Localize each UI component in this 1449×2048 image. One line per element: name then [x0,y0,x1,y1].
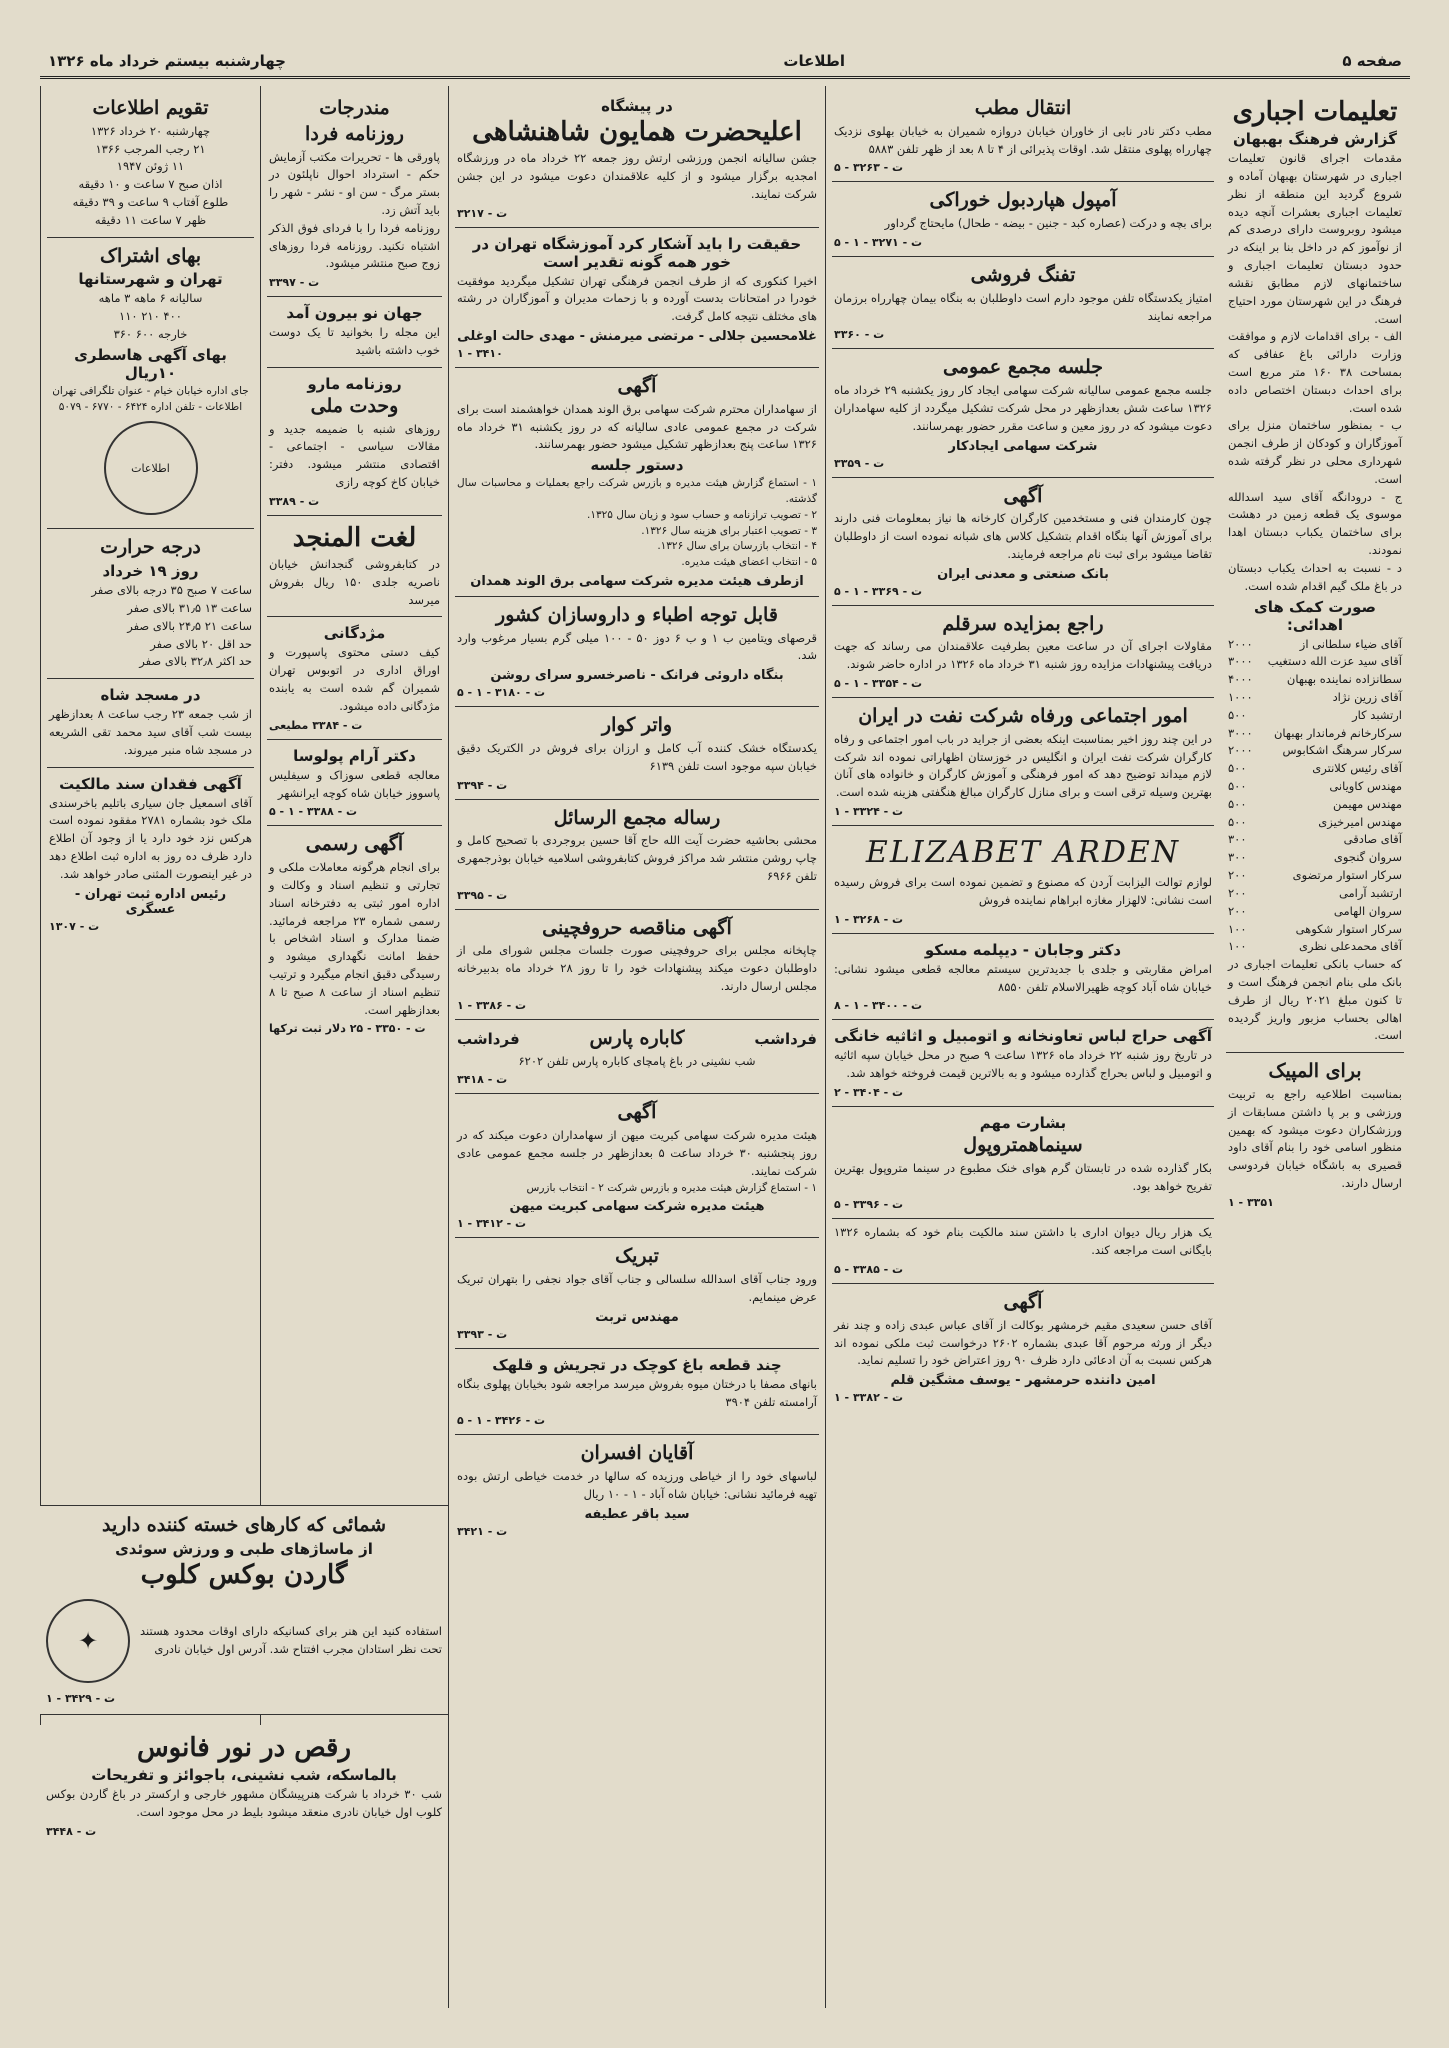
auction-title: راجع بمزایده سرقلم [942,612,1104,635]
pharmacy-title: قابل توجه اطباء و داروسازان کشور [496,603,778,626]
ampoule-code: ت - ۳۲۷۱ - ۱ - ۵ [834,235,923,249]
ad-match-company [455,1094,819,1238]
contents-sub: روزنامه فردا [305,122,404,145]
truth-code: ۱ - ۳۴۱۰ [457,347,503,361]
alvand-signature: ازطرف هیئت مدیره شرکت سهامی برق الوند همدان [470,573,804,589]
ad-pharmacy [455,597,819,707]
tidings-code: ت - ۳۳۸۴ مطیعی [269,718,363,732]
truth-title: حقیقت را باید آشکار کرد آموزشگاه تهران در خور همه گونه تقدیر است [472,234,802,271]
tract-code: ت - ۳۳۹۵ [457,888,508,902]
column-education [1220,86,1410,2008]
congrats-signature: مهندس تربت [595,1309,679,1325]
loss-body: آقای اسمعیل جان سیاری باتلیم باخرسندی ملک خود بشماره ۲۷۸۱ مفقود نموده است هرکس نزد خود دارد یا از وجود آن اطلاع دارد ظرف ده روز به اداره ثبت اطلاع دهد در غیر اینصورت المثنی صادر خواهد شد. [49,795,252,881]
ad-reward [267,617,442,739]
weather-row: حد اقل ۲۰ بالای صفر [150,636,252,651]
cabaret-right-label: فرداشب [457,1029,520,1048]
agenda-item: ۳ - تصویب اعتبار برای هزینه سال ۱۳۲۶. [641,524,817,537]
clinic-move-body: مطب دکتر نادر نابی از خاوران خیابان دروازه شمیران به خیابان بهلوی نزدیک چهارراه پهلوی منتقل شد. اوقات پذیرائی از ۴ تا ۸ بعد از ظهر تلفن ۵۸۸۳ [834,123,1212,156]
alvand-title: آگهی [617,375,657,398]
calendar-box [47,90,254,238]
donation-amount: ۵۰۰ [1228,761,1247,776]
agenda-title: دستور جلسه [590,456,684,475]
tidings-body: کیف دستی محتوی پاسپورت و اوراق اداری در اتوبوس تهران شمیران گم شده است به یابنده مژدگانی داده میشود. [269,645,440,713]
weather-row: حد اکثر ۳۲٫۸ بالای صفر [139,654,252,669]
dance-code: ت - ۳۴۴۸ [46,1824,97,1838]
doctor-body: امراض مقاربتی و جلدی با جدیدترین سیستم معالجه قطعی میشود نشانی: خیابان شاه آباد کوچه ظهیرالاسلام تلفن ۸۵۵۰ [834,961,1212,994]
ad-elizabeth-arden [832,826,1214,934]
donor-name: ارتشبد آرامی [1338,885,1402,900]
contents-box [267,90,442,297]
dict-body: در کتابفروشی گنجدانش خیابان ناصریه جلدی ۱۵۰ ریال بفروش میرسد [269,557,440,607]
gun-code: ت - ۳۳۶۰ [834,328,885,342]
donation-row [1228,903,1402,921]
vacuum-title: واتر کوار [601,714,673,737]
donation-row [1228,725,1402,743]
masthead [40,46,1410,79]
article-court [455,90,819,228]
subscription-sub: تهران و شهرستانها [78,270,223,289]
tract-body: محشی بحاشیه حضرت آیت الله حاج آقا حسین بروجردی با تصحیح کامل و چاپ روشن منتشر شد مراکز فروش کتابفروشی اسلامیه خیابان بوذرجمهری تلفن ۶۹۶۶ [457,833,817,883]
education-section-b: ب - بمنظور ساختمان منزل برای آموزگاران و کودکان از طرف انجمن شهرداری محلی در نظر گرفته شده است. [1228,418,1402,486]
calendar-line: طلوع آفتاب ۹ ساعت و ۳۹ دقیقه [72,195,229,209]
notice2-body: آقای حسن سعیدی مقیم خرمشهر بوکالت از آقای عباس عبدی زاده و چند نفر دیگر از ورثه مرحوم آقا عبدی بشماره ۲۶۰۲ درخواست ثبت ملکی نموده اند هرکس نسبت به آن ادعائی دارد ظرف ۹۰ روز اعتراض خود را تسلیم نماید. [834,1317,1212,1368]
dr-body: معالجه قطعی سوزاک و سیفلیس پاسووز خیابان شاه کوچه ایرانشهر [269,767,440,800]
oil-body: در این چند روز اخیر بمناسبت اینکه بعضی از جراید در باب امور اجتماعی و رفاه کارگران شرکت نفت ایران و انگلیس در خوزستان اظهاراتی نموده اند شرکت لازم میداند توضیح دهد که امور فرهنگی و آموزش کارگران و خانواده های آنان بهترین وسیله ترقی است و برای منازل کارگران مبالغ هنگفتی هزینه شده است. [834,731,1212,800]
ad-tender [455,910,819,1020]
ad-dr-aram [267,740,442,827]
donation-amount: ۲۰۰ [1228,903,1247,918]
ampoule-body: برای بچه و درکت (عصاره کبد - جنین - بیضه - طحال) مایحتاج گرداور [884,216,1212,231]
weekly-title: روزنامه مارو [307,374,402,393]
truth-body: اخیرا کنکوری که از طرف انجمن فرهنگی تهران تشکیل میگردید موفقیت خودرا در امتحانات بدست آورده و با زحمات مدیران و آموزگاران در رشته های مختلف نتیجه کامل گرفت. [457,273,817,324]
donor-name: سطانزاده نماینده بهبهان [1286,672,1402,687]
land-title: چند قطعه باغ کوچک در تجریش و قلهک [492,1355,782,1374]
tender-title: آگهی مناقصه حروفچینی [542,916,732,939]
issue-date: چهارشنبه بیستم خرداد ماه ۱۳۲۶ [48,52,286,70]
notice1-signature: بانک صنعتی و معدنی ایران [937,566,1109,582]
weather-row: ساعت ۲۱ ۲۴٫۵ بالای صفر [127,618,252,633]
notice3-body: هیئت مدیره شرکت سهامی کبریت میهن از سهامداران دعوت میکند که در روز پنجشنبه ۳۰ خرداد ساعت ۵ بعدازظهر در جلسه مجمع عمومی عادی شرکت نمایند. [457,1128,818,1178]
agenda-item: ۵ - انتخاب اعضای هیئت مدیره. [681,556,817,568]
notice3-code: ت - ۳۴۱۲ - ۱ [457,1217,527,1231]
column-ads-center [448,86,825,2008]
clinic-move-code: ت - ۳۲۶۳ - ۵ [834,161,904,175]
official-body: برای انجام هرگونه معاملات ملکی و تجارتی و تنظیم اسناد و وکالت و اداره امور ثبتی به دفترخانه اسناد رسمی شماره ۲۳ مراجعه فرمائید. ضمنا مدارک و اسناد اشخاص با حفظ امانت نگهداری میشود و رسیدگی دقیق انجام میگیرد و ترتیب تنظیم اسناد از ساعت ۸ صبح تا ۸ بعدازظهر است. [269,860,440,1017]
address: جای اداره خیابان خیام - عنوان تلگرافی تهران اطلاعات - تلفن اداره ۶۴۲۴ - ۶۷۷۰ - ۵۰۷۹ [52,384,249,413]
boxing-body: استفاده کنید این هنر برای کسانیکه دارای اوقات محدود هستند تحت نظر استادان مجرب افتتاح شد. آدرس اول خیابان نادری [140,1624,442,1656]
ad-ampoule [832,182,1214,257]
column-ads-left [260,86,448,2008]
truth-signature: غلامحسین جلالی - مرتضی میرمنش - مهدی حالت اوغلی [457,329,817,345]
donation-amount: ۵۰۰ [1228,779,1247,793]
column-calendar [40,86,260,2008]
weather-sub: روز ۱۹ خرداد [102,562,199,581]
donation-row [1228,707,1402,725]
subscription-row: ۴۰۰ ۲۱۰ ۱۱۰ [119,309,182,324]
donor-name: آقای محمدعلی نظری [1298,939,1402,954]
olympic-body: بمناسبت اطلاعیه راجع به تربیت ورزشی و بر پا داشتن مسابقات از ورزشکاران دعوت میشود که بهمین منظور اسامی خود را بنام آقای داود قصیری به باشگاه خیابان فردوسی ارسال دارند. [1228,1086,1402,1190]
ad-boxing-club [40,1505,448,1715]
donation-row [1228,938,1402,956]
ad-notice-bank [832,478,1214,606]
donor-name: آقای ضیاء سلطانی از [1299,636,1402,651]
officers-code: ت - ۳۴۲۱ [457,1524,508,1538]
ad-notice-khorramshahr [832,1284,1214,1411]
donation-amount: ۱۰۰۰ [1228,689,1253,704]
donation-amount: ۱۰۰ [1228,939,1247,954]
boxing-name: گاردن بوکس کلوب [140,1559,348,1590]
officers-body: لباسهای خود را از خیاطی ورزیده که سالها در خدمت خیاطی ارتش بوده تهیه فرمائید نشانی: خیابان شاه آباد - ۱ - ۱۰ ریال [457,1469,817,1501]
oil-code: ت - ۳۳۲۴ - ۱ [834,805,904,819]
contents-note: روزنامه فردا را با فردای فوق الذکر اشتباه نکنید. روزنامه فردا روزهای زوج صبح منتشر میشود. [269,220,440,271]
official-code: ت - ۳۳۵۰ - ۲۵ دلار ثبت ترکها [269,1022,426,1036]
paper-name: اطلاعات [783,52,845,70]
subscription-rows [49,290,252,343]
loss-signature: رئیس اداره ثبت تهران - عسگری [74,886,227,917]
article-oil [832,698,1214,826]
calendar-lines [49,123,252,230]
donation-row [1228,671,1402,689]
education-lead-heading: گزارش فرهنگ بهبهان [1232,130,1397,149]
weather-rows [49,582,252,671]
weather-row: ساعت ۷ صبح ۳۵ درجه بالای صفر [91,583,252,598]
pharmacy-body: قرصهای ویتامین ب ۱ و ب ۶ دوز ۵۰ - ۱۰۰ میلی گرم بسیار مرغوب وارد شد. [457,630,817,663]
weekly-body: روزهای شنبه با ضمیمه جدید و مقالات سیاسی - اجتماعی - اقتصادی منتشر میشود. دفتر: خیابان کاخ کوچه رازی [269,421,440,489]
clinic-move-title: انتقال مطب [974,97,1072,119]
donation-row [1228,653,1402,671]
subscription-box [47,238,254,530]
notice1-code: ت - ۳۳۶۹ - ۱ - ۵ [834,584,923,598]
weather-row: ساعت ۱۳ ۳۱٫۵ بالای صفر [127,600,252,615]
donation-amount: ۳۰۰۰ [1228,654,1253,669]
subscription-row: خارجه ۶۰۰ ۳۶۰ [113,327,188,341]
notice3-signature: هیئت مدیره شرکت سهامی کبریت میهن [509,1199,765,1215]
ad-gun-shop [832,257,1214,349]
boxing-emblem-icon: ✦ [46,1599,130,1683]
cabaret-body: شب نشینی در باغ پامچای کاباره پارس تلفن ۶۲۰۲ [518,1053,756,1068]
rug-title: آگهی حراج لباس تعاونخانه و اتومبیل و اثاثیه خانگی [834,1027,1212,1046]
official-title: آگهی رسمی [305,833,404,856]
auction-body: مقاولات اجرای آن در ساعت معین بطرفیت علاقمندان می رساند که جهت دریافت پیشنهادات مزایده روز شنبه ۳۱ خرداد ماه ۱۳۲۶ در اداره حاضر شوند. [834,639,1212,672]
ad-dictionary [267,516,442,618]
donation-amount: ۳۰۰ [1228,850,1247,865]
assembly-title: جلسه مجمع عمومی [942,356,1104,379]
calendar-line: ظهر ۷ ساعت ۱۱ دقیقه [94,212,207,227]
cabaret-code: ت - ۳۴۱۸ [457,1073,508,1087]
donation-row [1228,921,1402,939]
ad-water-cooler [455,707,819,799]
agenda-item: ۱ - استماع گزارش هیئت مدیره و بازرس شرکت راجع بعملیات و محاسبات سال گذشته. [457,477,817,505]
education-closing: که حساب بانکی تعلیمات اجباری در بانک ملی بنام انجمن فرهنگ است و تا کنون مبلغ ۲۰۲۱ ریال از طرف اهالی بحساب مزبور واریز گردیده است. [1228,957,1402,1043]
calendar-line: ۲۱ رجب المرجب ۱۳۶۶ [95,141,206,156]
agenda-list [457,476,817,571]
world-body: این مجله را بخوانید تا یک دوست خوب داشته باشید [269,325,440,357]
notice2-title: آگهی [1003,1290,1043,1313]
ad-price: بهای آگهی هاسطری ۱۰ریال [74,345,227,382]
page-number: صفحه ۵ [1342,52,1402,70]
assembly-body: جلسه مجمع عمومی سالیانه شرکت سهامی ایجاد کار روز یکشنبه ۲۹ خرداد ماه ۱۳۲۶ ساعت شش بعدازظهر در محل شرکت تشکیل میگردد از کلیه سهامداران دعوت میشود که در روز معین و ساعت مقرر حضور بهمرسانند. [834,383,1212,433]
dr-code: ت - ۳۳۸۸ - ۱ - ۵ [269,805,358,819]
donation-amount: ۳۰۰ [1228,832,1247,847]
contents-title: مندرجات [319,97,390,119]
auction-code: ت - ۳۳۵۴ - ۱ - ۵ [834,677,923,691]
donation-amount: ۵۰۰ [1228,707,1247,722]
donor-name: مهندس مهیمن [1333,796,1402,811]
tender-code: ت - ۳۳۸۶ - ۱ [457,998,527,1012]
court-body: جشن سالیانه انجمن ورزشی ارتش روز جمعه ۲۲ خرداد ماه در ورزشگاه امجدیه برگزار میشود و از کلیه علاقمندان دعوت میشود در این جشن شرکت نمایند. [457,151,817,201]
donation-row [1228,760,1402,778]
weather-box [47,529,254,679]
dr-title: دکتر آرام پولوسا [293,746,416,765]
ad-auction [832,606,1214,698]
contents-code: ت - ۳۳۹۷ [269,276,320,290]
donation-amount: ۵۰۰ [1228,796,1247,811]
education-section-c: ج - درودانگه آقای سید اسدالله موسوی یک قطعه زمین در دهشت برای ساختمان یکباب دبستان اهدا نمودند. [1228,489,1402,558]
subscription-row: ساليانه ۶ ماهه ۳ ماهه [98,291,203,306]
doctor-title: دکتر وجابان - دیپلمه مسکو [924,940,1122,959]
ad-cinema [832,1107,1214,1219]
notice2-signature: امین داننده حرمشهر - یوسف مشگین قلم [890,1373,1156,1389]
boxing-code: ت - ۳۴۲۹ - ۱ [46,1691,116,1705]
loss-code: ت - ۱۳۰۷ [49,919,100,933]
cabaret-left-label: فرداشب [754,1029,817,1048]
notice1-title: آگهی [1003,484,1043,507]
ad-official [267,826,442,1042]
education-title: تعلیمات اجباری [1232,97,1398,127]
donation-amount: ۲۰۰۰ [1228,636,1253,651]
doctor-code: ت - ۳۴۰۰ - ۱ - ۸ [834,999,923,1013]
donor-name: سرکارخانم فرماندار بهبهان [1273,725,1402,740]
boxing-sub: از ماساژهای طبی و ورزش سوئدی [115,1539,373,1558]
donor-name: آقای رئیس کلانتری [1312,761,1402,776]
brand-name: ELIZABET ARDEN [865,835,1181,871]
mosque-body: از شب جمعه ۲۳ رجب ساعت ۸ بعدازظهر بیست شب آقای سید محمد تقی الشریعه در مسجد شاه منبر میروند. [49,707,252,757]
education-lead-body: مقدمات اجرای قانون تعلیمات اجباری در شهرستان بهبهان آماده و شروع گردید این منطقه از نظر تعلیمات اجباری بعشرات آنچه دیده میشود روبروست دارای درصدی کم از نوآموز کم در داخل بنا بر اینکه در حدود دبستان تعلیمات اجباری و ساختمانهای لازم مطابق نقشه فرهنگ در این شهرستان مورد احتیاج است. [1228,151,1402,326]
brand-body: لوازم توالت الیزابت آردن که مصنوع و تضمین نموده است برای فروش رسیده است نشانی: لالهزار مغازه ابراهام نماینده فروش [834,875,1212,907]
mosque-title: در مسجد شاه [100,686,201,705]
ad-alvand [455,368,819,597]
donor-name: مهندس کاویانی [1329,779,1402,793]
notice1-body: چون کارمندان فنی و مستخدمین کارگران کارخانه ها نیاز بمعلومات فنی دارند برای آموزش آنها بنگاه اقدام بتشکیل کلاس های شبانه نموده است از داوطلبان تقاضا میشود برای ثبت نام مراجعه فرمایند. [834,511,1212,561]
olympic-code: ۱ - ۳۳۵۱ [1228,1195,1274,1209]
donations-list [1228,636,1402,957]
rug-body: در تاریخ روز شنبه ۲۲ خرداد ماه ۱۳۲۶ ساعت ۹ صبح در محل خیابان سپه اثاثیه و اتومبیل و لباس بحراج گذارده میشود و به بالاترین قیمت فروخته خواهد شد. [834,1048,1212,1081]
vacuum-code: ت - ۳۳۹۴ [457,778,508,792]
donation-amount: ۵۰۰ [1228,814,1247,829]
calendar-line: اذان صبح ۷ ساعت و ۱۰ دقیقه [78,177,223,192]
subscription-title: بهای اشتراک [99,244,202,267]
ad-officers [455,1435,819,1544]
donation-amount: ۳۰۰۰ [1228,725,1253,740]
congrats-body: ورود جناب آقای اسدالله سلسالی و جناب آقای جواد نجفی را بتهران تبریک عرض مینمایم. [457,1272,817,1304]
loss-title: آگهی فقدان سند مالکیت [59,774,242,793]
bank-code: ت - ۳۳۸۵ - ۵ [834,1262,904,1276]
donation-amount: ۲۰۰۰ [1228,743,1253,758]
donation-amount: ۲۰۰ [1228,868,1247,883]
land-body: بانهای مصفا با درختان میوه بفروش میرسد مراجعه شود بخیابان پهلوی بنگاه آرامسته تلفن ۳۹۰۴ [457,1376,817,1409]
notice3-title: آگهی [617,1101,657,1124]
notice2-code: ت - ۳۳۸۲ - ۱ [834,1391,904,1405]
ad-assembly [832,349,1214,477]
world-title: جهان نو بیرون آمد [286,304,423,323]
notice3-agenda: ۱ - استماع گزارش هیئت مدیره و بازرس شرکت ۲ - انتخاب بازرس [526,1181,817,1194]
tract-title: رساله مجمع الرسائل [553,806,721,829]
ad-congrats [455,1238,819,1348]
dance-body: شب ۳۰ خرداد با شرکت هنرپیشگان مشهور خارجی و ارکستر در باغ گاردن بوکس کلوب اول خیابان نادری منعقد میشود بلیط در محل موجود است. [46,1787,442,1819]
alvand-body: از سهامداران محترم شرکت سهامی برق الوند همدان خواهشمند است برای شرکت در مجمع عمومی عادی سالیانه که در روز یکشنبه ۳۱ خرداد ماه ۱۳۲۶ ساعت پنج بعدازظهر تشکیل میشود حضور بهمرسانند. [457,401,817,452]
ad-weekly [267,368,442,516]
assembly-code: ت - ۳۳۵۹ [834,456,885,470]
good-news-title: بشارت مهم [979,1113,1067,1132]
agenda-item: ۲ - تصویب ترازنامه و حساب سود و زیان سال ۱۳۲۵. [587,508,817,521]
olympic-title: برای المپیک [1268,1060,1362,1083]
ad-bank-deed [832,1219,1214,1284]
congrats-code: ت - ۳۳۹۳ [457,1327,508,1341]
rug-code: ت - ۳۴۰۴ - ۲ [834,1085,904,1099]
gun-title: تفنگ فروشی [970,263,1076,286]
assembly-signature: شرکت سهامی ایجادکار [948,438,1098,454]
education-section-a: الف - برای اقدامات لازم و موافقت وزارت دارائی باغ عفافی که بمساحت ۳۸ ۱۶۰ متر مربع است برای احداث دبستان اختصاص داده شده است. [1228,329,1402,415]
tidings-title: مژدگانی [323,624,386,643]
donation-row [1228,849,1402,867]
article-truth [455,228,819,368]
donor-name: سرکار سرهنگ اشکابوس [1282,743,1402,758]
ad-lost-deed [47,768,254,940]
ad-magazine [267,297,442,368]
donation-row [1228,814,1402,832]
donation-row [1228,885,1402,903]
donation-amount: ۱۰۰ [1228,921,1247,936]
tender-body: چاپخانه مجلس برای حروفچینی صورت جلسات مجلس شورای ملی از داوطلبان دعوت میکند پیشنهادات خود را تا روز ۲۸ خرداد ماه بدبیرخانه مجلس ارسال دارند. [457,943,817,994]
cinema-code: ت - ۳۳۹۶ - ۵ [834,1198,904,1212]
brand-code: ت - ۳۲۶۸ - ۱ [834,912,904,926]
newspaper-logo [104,421,198,515]
ad-doctor [832,934,1214,1021]
oil-title: امور اجتماعی ورفاه شرکت نفت در ایران [858,705,1188,728]
dict-title: لغت المنجد [292,522,417,553]
donation-row [1228,689,1402,707]
dance-sub: بالماسکه، شب نشینی، باجوائز و تفریحات [91,1766,397,1785]
donation-row [1228,796,1402,814]
ad-dance [40,1725,448,2008]
pharmacy-code: ت - ۳۱۸۰ - ۱ - ۵ [457,686,546,700]
court-title: اعلیحضرت همایون شاهنشاهی [472,117,802,147]
donation-amount: ۴۰۰۰ [1228,672,1253,687]
calendar-line: ۱۱ ژوئن ۱۹۴۷ [116,159,185,174]
ad-cabaret [455,1020,819,1095]
donation-row [1228,831,1402,849]
donations-heading: صورت کمک های اهدائی: [1254,597,1376,634]
donor-name: آقای زرین نژاد [1332,689,1402,704]
donation-row [1228,636,1402,654]
logo-text: اطلاعات [131,461,170,475]
donor-name: آقای سید عزت الله دستغیب [1267,654,1402,669]
bank-body: یک هزار ریال دیوان اداری با داشتن سند مالکیت بنام خود که بشماره ۱۳۲۶ بایگانی است مراجعه کند. [834,1225,1212,1258]
donor-name: سرکار استوار مرتضوی [1292,868,1402,883]
cabaret-name: کاباره پارس [589,1026,685,1049]
donor-name: سروان گنجوی [1333,850,1402,865]
ad-tract [455,800,819,910]
donation-amount: ۲۰۰ [1228,885,1247,900]
congrats-title: تبریک [615,1245,659,1268]
officers-signature: سید باقر عطیفه [584,1506,690,1522]
calendar-line: چهارشنبه ۲۰ خرداد ۱۳۲۶ [90,123,211,138]
ad-clinic-move [832,90,1214,182]
donation-row [1228,778,1402,796]
weather-title: درجه حرارت [100,536,201,559]
ampoule-title: آمپول هپاردبول خوراکی [929,189,1117,212]
contents-body: پاورقی ها - تحریرات مکتب آزمایش حکم - استرداد احوال ناپلئون در بستر مرگ - سن او - نشر - شهر را باید آتش زد. [269,149,440,217]
ad-gardens [455,1349,819,1436]
donor-name: سرکار استوار شکوهی [1295,921,1402,936]
court-code: ت - ۳۲۱۷ [457,206,508,220]
dance-title: رقص در نور فانوس [136,1733,352,1763]
pharmacy-signature: بنگاه داروئی فرانک - ناصرخسرو سرای روشن [490,668,784,684]
land-code: ت - ۳۴۲۶ - ۱ - ۵ [457,1414,546,1428]
donation-row [1228,742,1402,760]
donor-name: مهندس امیرخیزی [1318,814,1402,829]
cinema-body: بکار گذارده شده در تابستان گرم هوای خنک مطبوع در سینما متروپول بهترین تفریح خواهد بود. [834,1160,1212,1193]
calendar-title: تقویم اطلاعات [92,97,209,119]
weekly-sub: وحدت ملی [310,394,399,417]
mosque-box [47,679,254,767]
gun-body: امتیاز یکدستگاه تلفن موجود دارم است داوطلبان به بنگاه بیمان چهارراه برزمان مراجعه نمایند [834,290,1212,323]
weekly-code: ت - ۳۳۸۹ [269,494,320,508]
donor-name: ارتشبد کار [1352,707,1402,722]
court-kicker: در پیشگاه [601,97,673,115]
agenda-item: ۴ - انتخاب بازرسان برای سال ۱۳۲۶. [657,540,817,553]
donation-row [1228,867,1402,885]
donor-name: سروان الهامی [1333,903,1402,918]
education-section-d: د - نسبت به احداث یکباب دبستان در باغ ملک گیم اقدام شده است. [1228,560,1402,593]
cinema-name: سینماهمتروپول [963,1133,1083,1156]
donor-name: آقای صادقی [1343,832,1402,847]
ad-auction-goods [832,1020,1214,1107]
officers-title: آقایان افسران [580,1442,694,1465]
boxing-title: شمائی که کارهای خسته کننده دارید [101,1514,387,1536]
column-ads-right [825,86,1220,2008]
vacuum-body: یکدستگاه خشک کننده آب کامل و ارزان برای فروش در الکتریک دقیق خیابان سپه موجود است تلفن ۶۱۳۹ [457,740,817,773]
